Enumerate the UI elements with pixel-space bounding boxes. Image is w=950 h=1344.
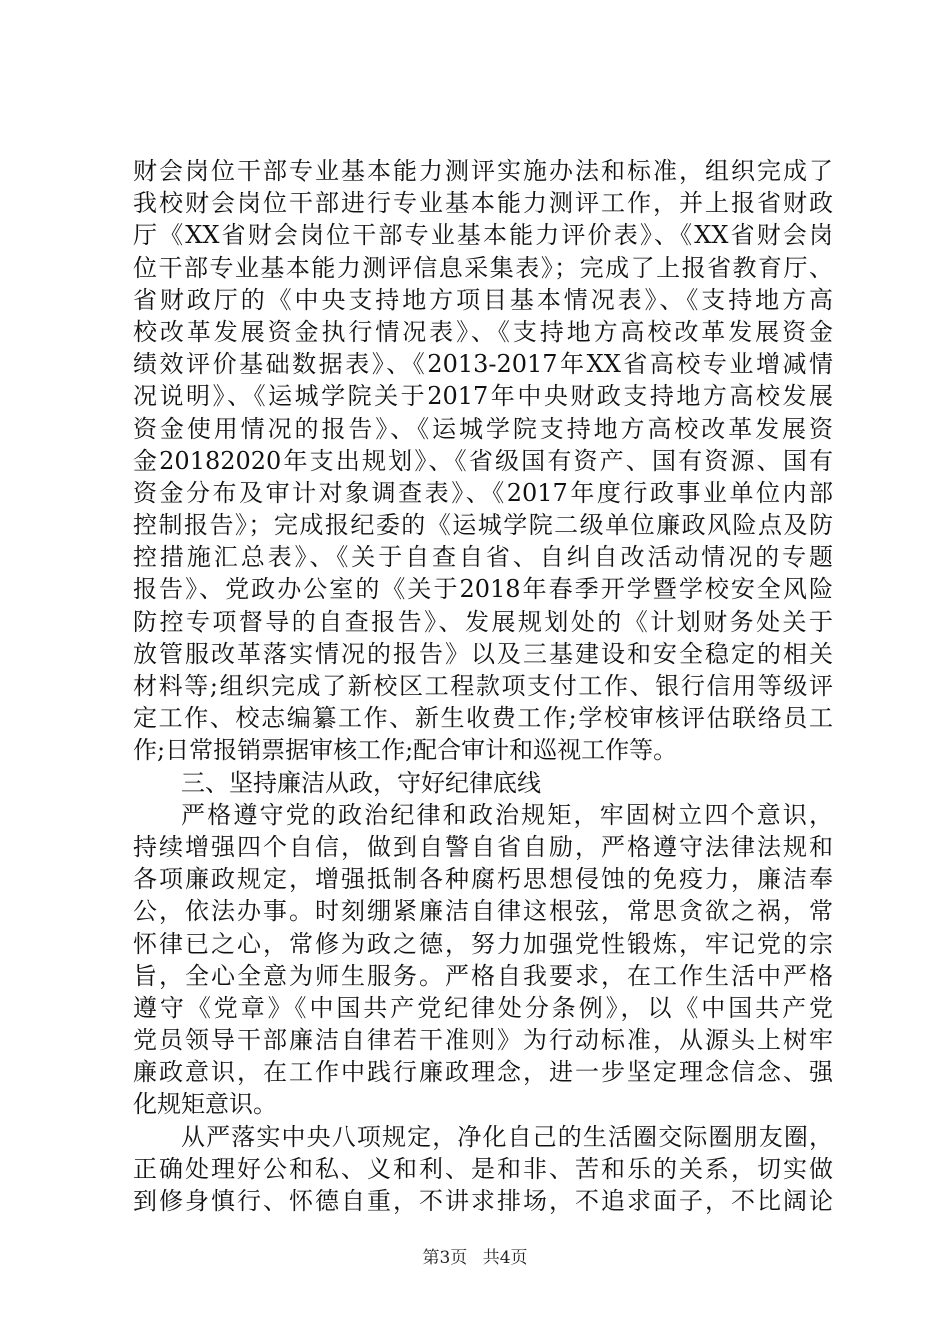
text-line: 公，依法办事。时刻绷紧廉洁自律这根弦，常思贪欲之祸，常 <box>133 897 833 926</box>
page-footer <box>0 1243 950 1268</box>
text-line: 资金使用情况的报告》、《运城学院支持地方高校改革发展资 <box>133 414 833 443</box>
text-line: 厅《XX省财会岗位干部专业基本能力评价表》、《XX省财会岗 <box>133 221 833 250</box>
text-line: 我校财会岗位干部进行专业基本能力测评工作，并上报省财政 <box>133 189 833 218</box>
text-line: 持续增强四个自信，做到自警自省自励，严格遵守法律法规和 <box>133 832 833 861</box>
text-line: 况说明》、《运城学院关于2017年中央财政支持地方高校发展 <box>133 382 833 411</box>
page-total: 共4页 <box>482 1248 528 1268</box>
text-line: 材料等;组织完成了新校区工程款项支付工作、银行信用等级评 <box>133 672 833 700</box>
text-line: 作;日常报销票据审核工作;配合审计和巡视工作等。 <box>133 736 678 765</box>
text-line: 金20182020年支出规划》、《省级国有资产、国有资源、国有 <box>133 446 833 475</box>
text-line: 控措施汇总表》、《关于自查自省、自纠自改活动情况的专题 <box>133 543 833 572</box>
text-line: 从严落实中央八项规定，净化自己的生活圈交际圈朋友圈， <box>181 1122 833 1151</box>
text-line: 廉政意识，在工作中践行廉政理念，进一步坚定理念信念、强 <box>133 1058 833 1087</box>
text-line: 绩效评价基础数据表》、《2013-2017年XX省高校专业增减情 <box>133 350 833 379</box>
text-line: 各项廉政规定，增强抵制各种腐朽思想侵蚀的免疫力，廉洁奉 <box>133 865 833 894</box>
text-line: 严格遵守党的政治纪律和政治规矩，牢固树立四个意识， <box>181 800 833 829</box>
text-line: 位干部专业基本能力测评信息采集表》；完成了上报省教育厅、 <box>133 253 833 282</box>
text-line: 防控专项督导的自查报告》、发展规划处的《计划财务处关于 <box>133 607 833 636</box>
text-line: 旨，全心全意为师生服务。严格自我要求，在工作生活中严格 <box>133 961 833 990</box>
text-line: 资金分布及审计对象调查表》、《2017年度行政事业单位内部 <box>133 478 833 507</box>
text-line: 党员领导干部廉洁自律若干准则》为行动标准，从源头上树牢 <box>133 1026 833 1055</box>
text-line: 正确处理好公和私、义和利、是和非、苦和乐的关系，切实做 <box>133 1154 833 1183</box>
text-line: 化规矩意识。 <box>133 1090 277 1119</box>
text-line: 报告》、党政办公室的《关于2018年春季开学暨学校安全风险 <box>133 575 833 604</box>
text-line: 怀律已之心，常修为政之德，努力加强党性锻炼，牢记党的宗 <box>133 929 833 958</box>
text-line: 财会岗位干部专业基本能力测评实施办法和标准，组织完成了 <box>133 157 833 185</box>
text-line: 校改革发展资金执行情况表》、《支持地方高校改革发展资金 <box>133 317 833 346</box>
text-line: 遵守《党章》《中国共产党纪律处分条例》，以《中国共产党 <box>133 993 833 1022</box>
text-line: 定工作、校志编纂工作、新生收费工作;学校审核评估联络员工 <box>133 704 833 733</box>
text-line: 放管服改革落实情况的报告》以及三基建设和安全稳定的相关 <box>133 639 833 668</box>
text-line: 三、坚持廉洁从政，守好纪律底线 <box>181 768 541 797</box>
text-line: 控制报告》；完成报纪委的《运城学院二级单位廉政风险点及防 <box>133 511 833 540</box>
text-line: 到修身慎行、怀德自重，不讲求排场，不追求面子，不比阔论 <box>133 1187 833 1215</box>
text-line: 省财政厅的《中央支持地方项目基本情况表》、《支持地方高 <box>133 285 833 314</box>
page-number: 第3页 <box>422 1248 468 1268</box>
document-body <box>133 155 833 1217</box>
